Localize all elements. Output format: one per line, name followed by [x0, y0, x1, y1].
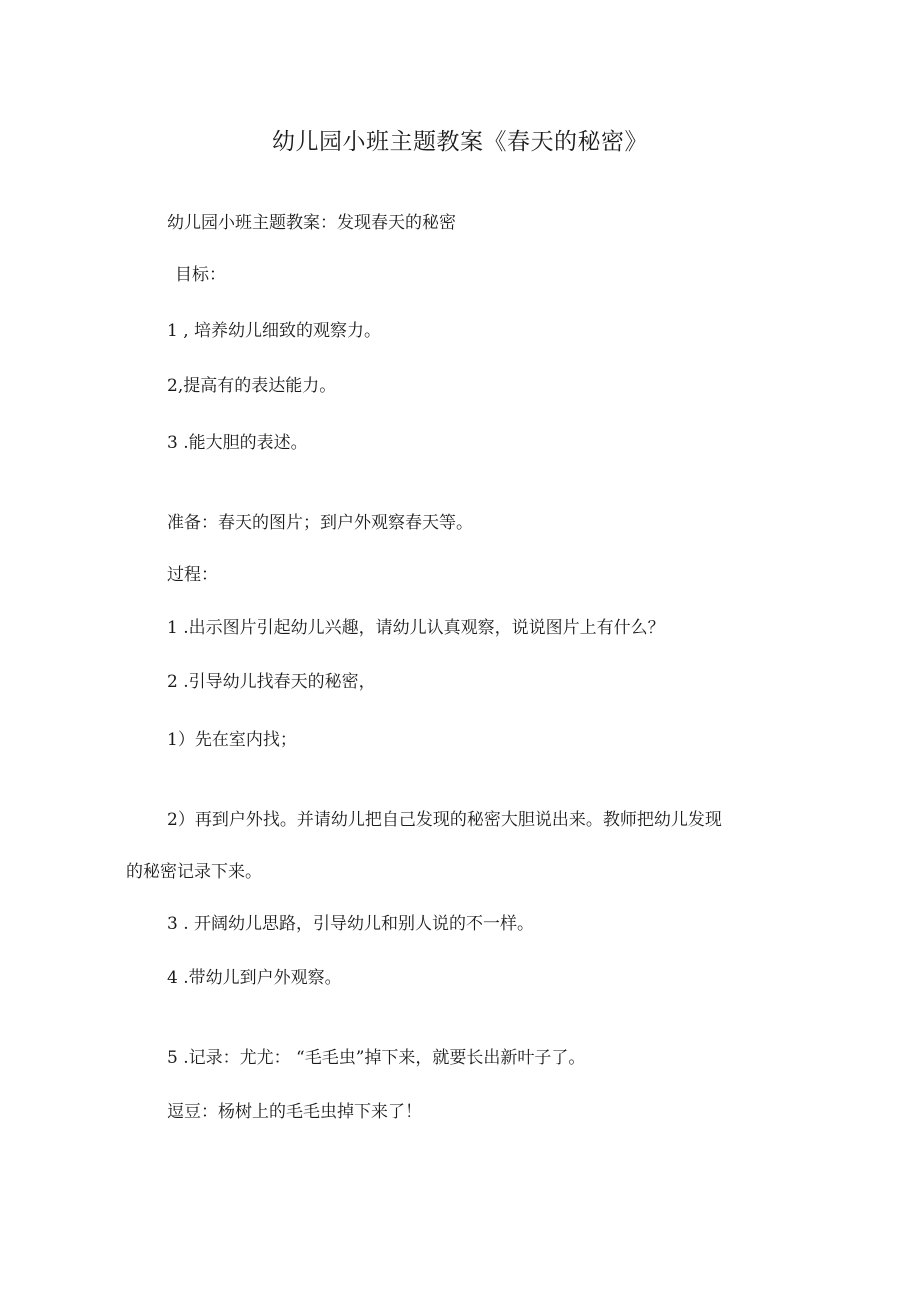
process-step: 1 .出示图片引起幼儿兴趣，请幼儿认真观察，说说图片上有什么？: [167, 618, 665, 638]
goal-item: 1 , 培养幼儿细致的观察力。: [167, 321, 382, 341]
document-title: 幼儿园小班主题教案《春天的秘密》: [272, 129, 648, 155]
goal-item: 2,提高有的表达能力。: [167, 376, 337, 396]
record-line: 逗豆：杨树上的毛毛虫掉下来了！: [167, 1102, 422, 1122]
goals-heading: 目标：: [175, 265, 226, 285]
process-step: 5 .记录：尤尤： “毛毛虫”掉下来，就要长出新叶子了。: [167, 1048, 586, 1068]
process-substep-continued: 的秘密记录下来。: [126, 862, 262, 882]
process-step: 4 .带幼儿到户外观察。: [167, 968, 342, 988]
process-heading: 过程：: [167, 565, 218, 585]
document-subtitle: 幼儿园小班主题教案：发现春天的秘密: [167, 213, 456, 233]
process-step: 2 .引导幼儿找春天的秘密，: [167, 672, 376, 692]
process-substep: 2）再到户外找。并请幼儿把自己发现的秘密大胆说出来。教师把幼儿发现: [167, 810, 722, 830]
preparation-line: 准备：春天的图片；到户外观察春天等。: [167, 513, 473, 533]
process-step: 3 . 开阔幼儿思路，引导幼儿和别人说的不一样。: [167, 914, 535, 934]
goal-item: 3 .能大胆的表述。: [167, 433, 308, 453]
process-substep: 1）先在室内找；: [167, 730, 297, 750]
